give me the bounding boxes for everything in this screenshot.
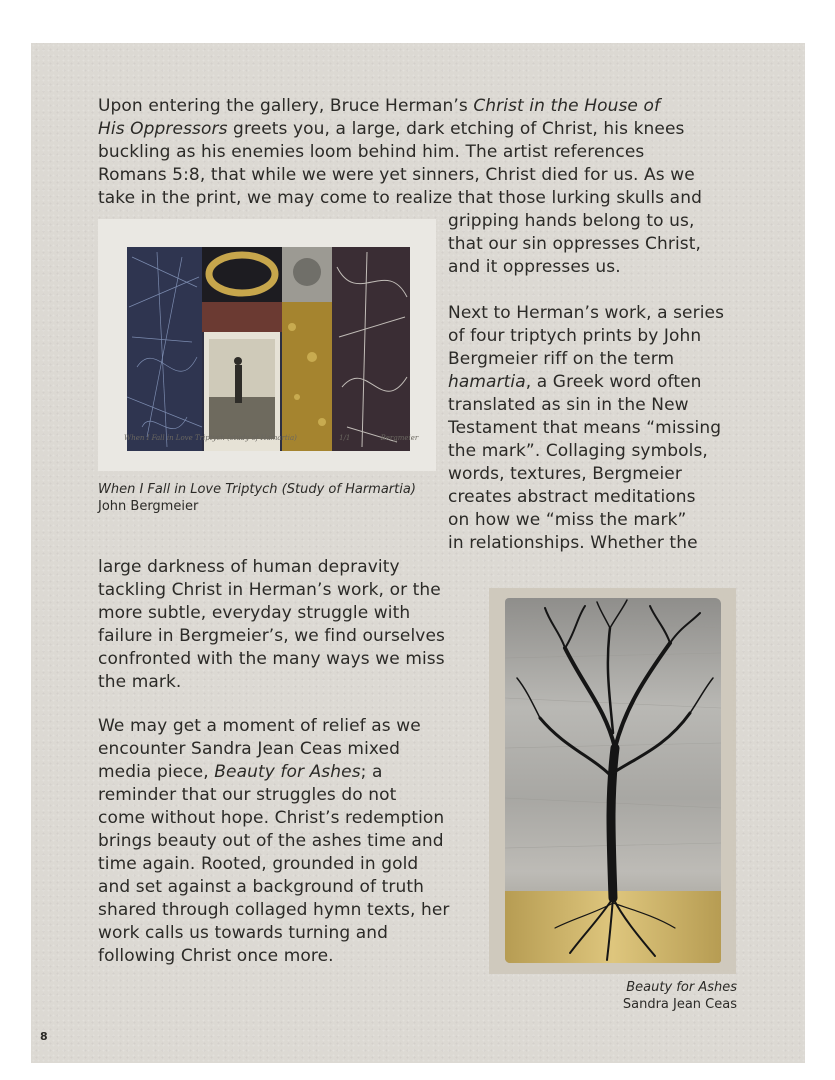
text-line: translated as sin in the New xyxy=(448,395,689,415)
text-line: encounter Sandra Jean Ceas mixed xyxy=(98,739,400,759)
text-line: shared through collaged hymn texts, her xyxy=(98,900,450,920)
text-line: words, textures, Bergmeier xyxy=(448,464,682,484)
text-line: We may get a moment of relief as we xyxy=(98,716,421,736)
text-line: and it oppresses us. xyxy=(448,257,621,277)
inscription-title: When I Fall in Love Triptych (study of Hamartia) xyxy=(124,434,297,442)
text-line: on how we “miss the mark” xyxy=(448,510,687,530)
artwork-image-bergmeier xyxy=(98,219,436,471)
text-line: Next to Herman’s work, a series xyxy=(448,303,725,323)
caption-title: When I Fall in Love Triptych (Study of Harmartia) xyxy=(98,482,416,497)
text-line: reminder that our struggles do not xyxy=(98,785,397,805)
tree-illustration xyxy=(505,598,721,963)
paragraph-bergmeier-cont xyxy=(98,556,445,694)
paragraph-bergmeier xyxy=(448,302,724,555)
page-number: 8 xyxy=(40,1030,48,1043)
tree-artwork xyxy=(505,598,721,963)
text-line: greets you, a large, dark etching of Christ, his knees xyxy=(227,119,685,139)
text-line: gripping hands belong to us, xyxy=(448,211,695,231)
text-line: Bergmeier riff on the term xyxy=(448,349,675,369)
text-line: the mark”. Collaging symbols, xyxy=(448,441,708,461)
text-line: more subtle, everyday struggle with xyxy=(98,603,411,623)
caption-ceas xyxy=(623,979,737,1013)
text-line: , a Greek word often xyxy=(525,372,702,392)
paragraph-intro-cont xyxy=(448,210,701,279)
term-hamartia: hamartia xyxy=(448,372,526,392)
text-line: tackling Christ in Herman’s work, or the xyxy=(98,580,441,600)
collage-artwork xyxy=(127,247,410,451)
text-line: and set against a background of truth xyxy=(98,877,424,897)
text-line: time again. Rooted, grounded in gold xyxy=(98,854,419,874)
caption-title: Beauty for Ashes xyxy=(626,980,737,995)
text-line: take in the print, we may come to realize that those lurking skulls and xyxy=(98,188,702,208)
text-line: brings beauty out of the ashes time and xyxy=(98,831,444,851)
text-line: of four triptych prints by John xyxy=(448,326,702,346)
inscription-edition: 1/1 xyxy=(339,434,351,442)
text-line: media piece, xyxy=(98,762,215,782)
text-line: following Christ once more. xyxy=(98,946,334,966)
text-line: buckling as his enemies loom behind him. The artist references xyxy=(98,142,645,162)
text-line: confronted with the many ways we miss xyxy=(98,649,445,669)
artwork-image-ceas xyxy=(489,588,736,974)
caption-artist: Sandra Jean Ceas xyxy=(622,997,737,1012)
collage-illustration xyxy=(127,247,410,451)
text-line: that our sin oppresses Christ, xyxy=(448,234,702,254)
text-line: the mark. xyxy=(98,672,182,692)
text-line: failure in Bergmeier’s, we find ourselves xyxy=(98,626,445,646)
artwork-inscription xyxy=(124,434,419,442)
artwork-title-herman-cont: His Oppressors xyxy=(98,119,228,139)
text-line: Upon entering the gallery, Bruce Herman’s xyxy=(98,96,474,116)
inscription-signature: Bergmeier xyxy=(380,434,419,442)
paragraph-ceas xyxy=(98,715,450,968)
artwork-title-ceas: Beauty for Ashes xyxy=(214,762,361,782)
text-line: creates abstract meditations xyxy=(448,487,696,507)
text-line: ; a xyxy=(360,762,383,782)
text-line: come without hope. Christ’s redemption xyxy=(98,808,445,828)
text-line: Romans 5:8, that while we were yet sinners, Christ died for us. As we xyxy=(98,165,695,185)
text-line: work calls us towards turning and xyxy=(98,923,389,943)
caption-artist: John Bergmeier xyxy=(98,499,199,514)
text-line: large darkness of human depravity xyxy=(98,557,400,577)
caption-bergmeier xyxy=(98,481,416,515)
text-line: Testament that means “missing xyxy=(448,418,722,438)
artwork-title-herman: Christ in the House of xyxy=(473,96,661,116)
paragraph-intro xyxy=(98,95,702,210)
text-line: in relationships. Whether the xyxy=(448,533,698,553)
